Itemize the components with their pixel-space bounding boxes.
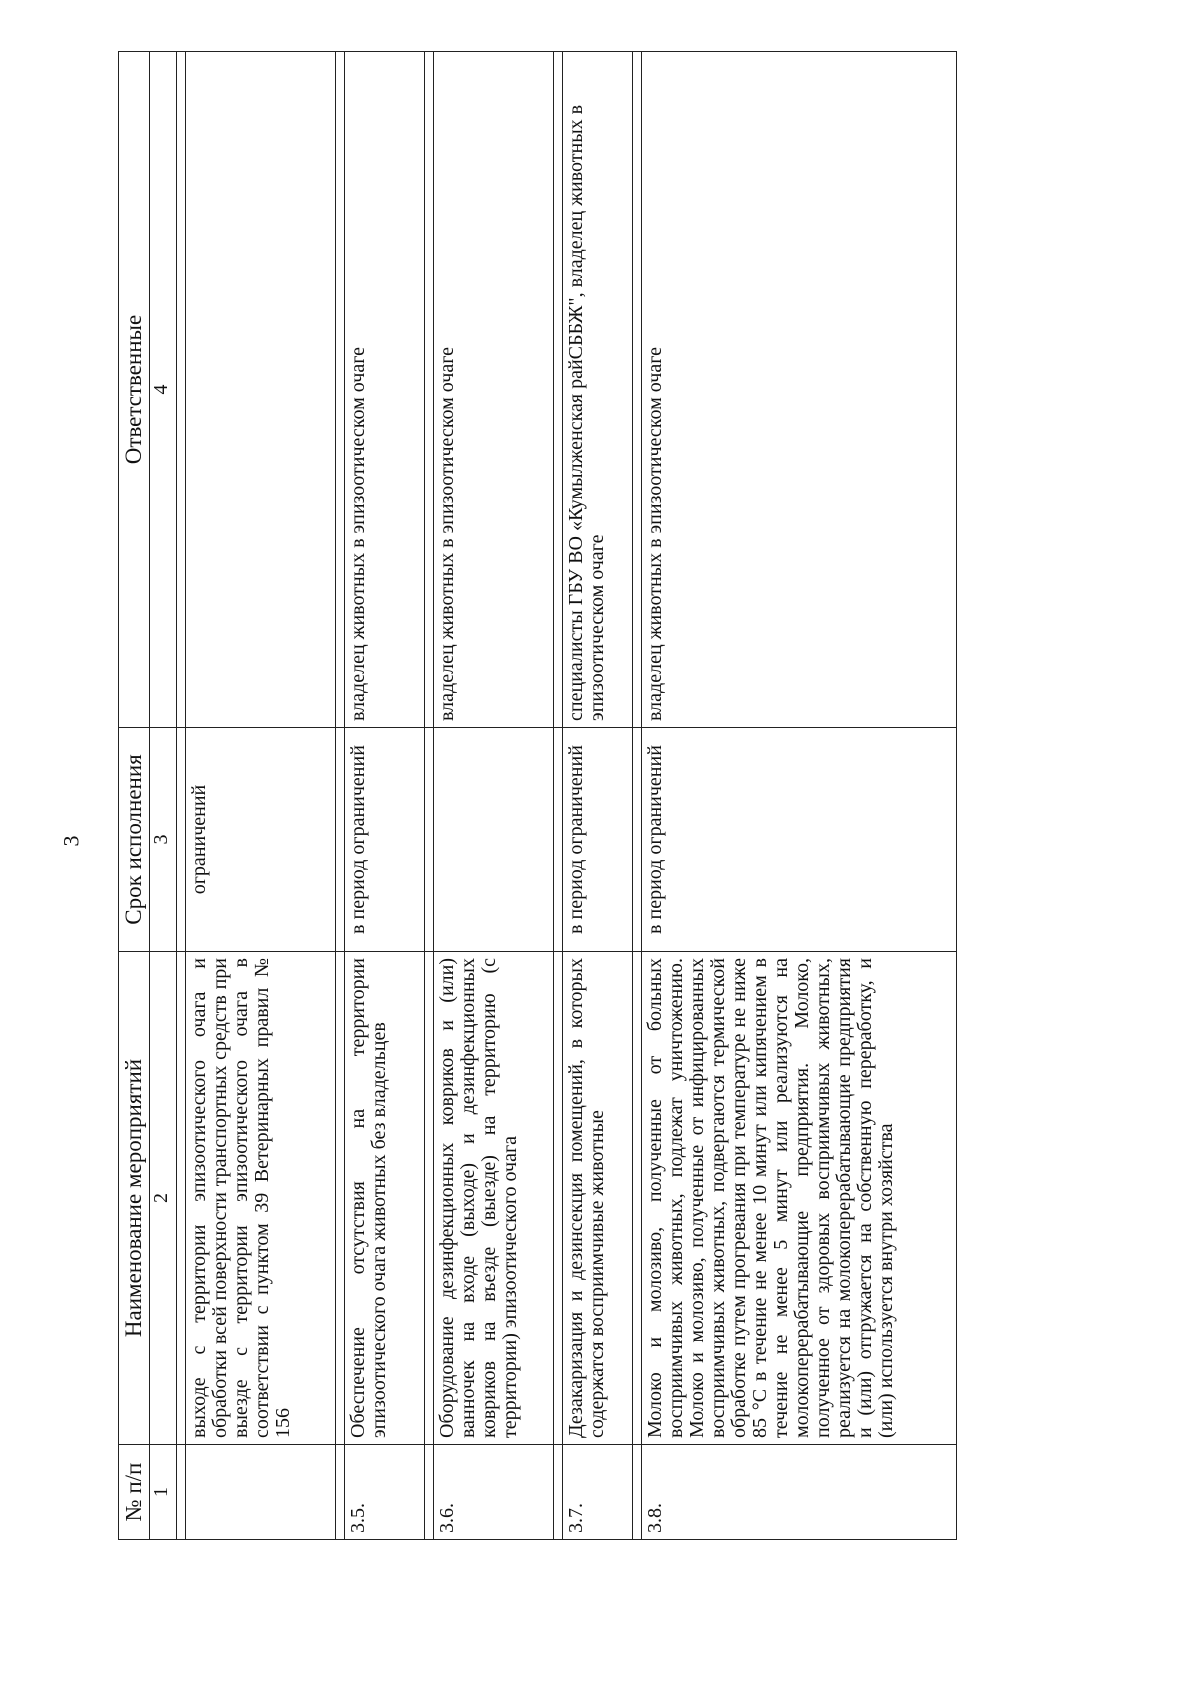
row-name: Обеспечение отсутствия на территории эпизоотического очага животных без владельцев (345, 952, 425, 1445)
table-row (642, 52, 957, 1540)
separator-row (633, 52, 642, 1540)
row-term: ограничений (186, 728, 336, 952)
table-row (186, 52, 336, 1540)
table-row (345, 52, 425, 1540)
row-responsible: владелец животных в эпизоотическом очаге (434, 52, 554, 728)
row-term: в период ограничений (345, 728, 425, 952)
header-number: № п/п (119, 1445, 150, 1540)
column-index: 4 (150, 52, 177, 728)
header-term: Срок исполнения (119, 728, 150, 952)
row-term (434, 728, 554, 952)
row-responsible: владелец животных в эпизоотическом очаге (642, 52, 957, 728)
row-number (186, 1445, 336, 1540)
row-responsible: специалисты ГБУ ВО «Кумылженская райСББЖ", владелец животных в эпизоотическом очаге (563, 52, 633, 728)
separator-row (336, 52, 345, 1540)
column-index-row (150, 52, 177, 1540)
separator-row (177, 52, 186, 1540)
table-row (563, 52, 633, 1540)
measures-table (118, 51, 957, 1540)
row-term: в период ограничений (642, 728, 957, 952)
row-number: 3.7. (563, 1445, 633, 1540)
row-name: Оборудование дезинфекционных ковриков и (или) ванночек на входе (выходе) и дезинфекционных ковриков на въезде (выезде) на территорию (с территории) эпизоотического очага (434, 952, 554, 1445)
column-index: 2 (150, 952, 177, 1445)
row-name: выходе с территории эпизоотического очага и обработки всей поверхности транспортных средств при выезде с территории эпизоотического очага в соответствии с пунктом 39 Ветеринарных правил № 156 (186, 952, 336, 1445)
row-number: 3.8. (642, 1445, 957, 1540)
header-row (119, 52, 150, 1540)
row-number: 3.6. (434, 1445, 554, 1540)
row-responsible: владелец животных в эпизоотическом очаге (345, 52, 425, 728)
measures-table-container (118, 52, 1074, 1540)
table-row (434, 52, 554, 1540)
separator-row (425, 52, 434, 1540)
header-name: Наименование мероприятий (119, 952, 150, 1445)
column-index: 1 (150, 1445, 177, 1540)
column-index: 3 (150, 728, 177, 952)
page-number: 3 (58, 835, 84, 847)
row-responsible (186, 52, 336, 728)
row-name: Молоко и молозиво, полученные от больных восприимчивых животных, подлежат уничтожению. Молоко и молозиво, полученные от инфицированных восприимчивых животных, подвергаются термической обработке путем прогревания при температуре не ниже 85 °С в течение не менее 10 минут или кипячением в течение не менее 5 минут или реализуются на молокоперерабатывающие предприятия. Молоко, полученное от здоровых восприимчивых животных, реализуется на молокоперерабатывающие предприятия и (или) отгружается на собственную переработку, и (или) используется внутри хозяйства (642, 952, 957, 1445)
header-responsible: Ответственные (119, 52, 150, 728)
row-name: Дезакаризация и дезинсекция помещений, в которых содержатся восприимчивые животные (563, 952, 633, 1445)
separator-row (554, 52, 563, 1540)
row-number: 3.5. (345, 1445, 425, 1540)
row-term: в период ограничений (563, 728, 633, 952)
